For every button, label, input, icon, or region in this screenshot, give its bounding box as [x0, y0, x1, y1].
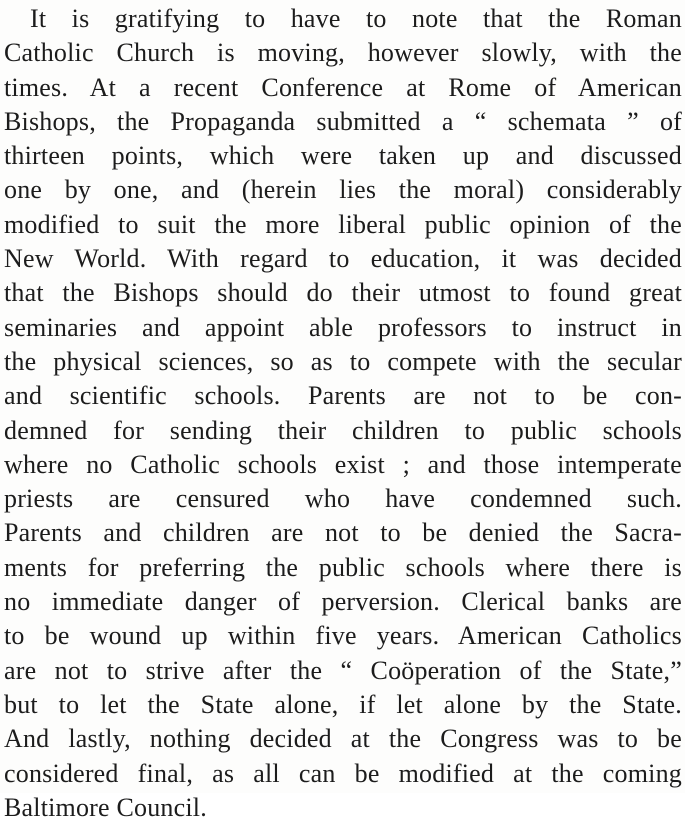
- text-line: times. At a recent Conference at Rome of American: [4, 72, 682, 102]
- text-line: and scientific schools. Parents are not to be con-: [4, 381, 682, 411]
- text-line: thirteen points, which were taken up and discussed: [4, 141, 682, 171]
- text-line: And lastly, nothing decided at the Congress was to be: [4, 724, 682, 754]
- text-line: Parents and children are not to be denied the Sacra-: [4, 518, 682, 548]
- text-line: priests are censured who have condemned such.: [4, 484, 682, 514]
- text-line: seminaries and appoint able professors to instruct in: [4, 312, 682, 342]
- text-line: demned for sending their children to public schools: [4, 415, 682, 445]
- text-line: one by one, and (herein lies the moral) considerably: [4, 175, 682, 205]
- text-line: that the Bishops should do their utmost to found great: [4, 278, 682, 308]
- text-line: no immediate danger of perversion. Clerical banks are: [4, 587, 682, 617]
- text-line: Baltimore Council.: [4, 792, 207, 822]
- article-paragraph: [4, 2, 682, 825]
- text-line: where no Catholic schools exist ; and those intemperate: [4, 449, 682, 479]
- text-line: considered final, as all can be modified at the coming: [4, 758, 682, 788]
- text-line: to be wound up within five years. American Catholics: [4, 621, 682, 651]
- text-line: Catholic Church is moving, however slowly, with the: [4, 38, 682, 68]
- text-line: ments for preferring the public schools where there is: [4, 552, 682, 582]
- text-line: modified to suit the more liberal public opinion of the: [4, 209, 682, 239]
- text-line: It is gratifying to have to note that the Roman: [30, 4, 682, 33]
- text-line: Bishops, the Propaganda submitted a “ schemata ” of: [4, 106, 682, 136]
- text-line: the physical sciences, so as to compete with the secular: [4, 346, 682, 376]
- text-line: are not to strive after the “ Coöperation of the State,”: [4, 655, 682, 685]
- text-line: but to let the State alone, if let alone by the State.: [4, 689, 682, 719]
- text-line: New World. With regard to education, it was decided: [4, 244, 682, 274]
